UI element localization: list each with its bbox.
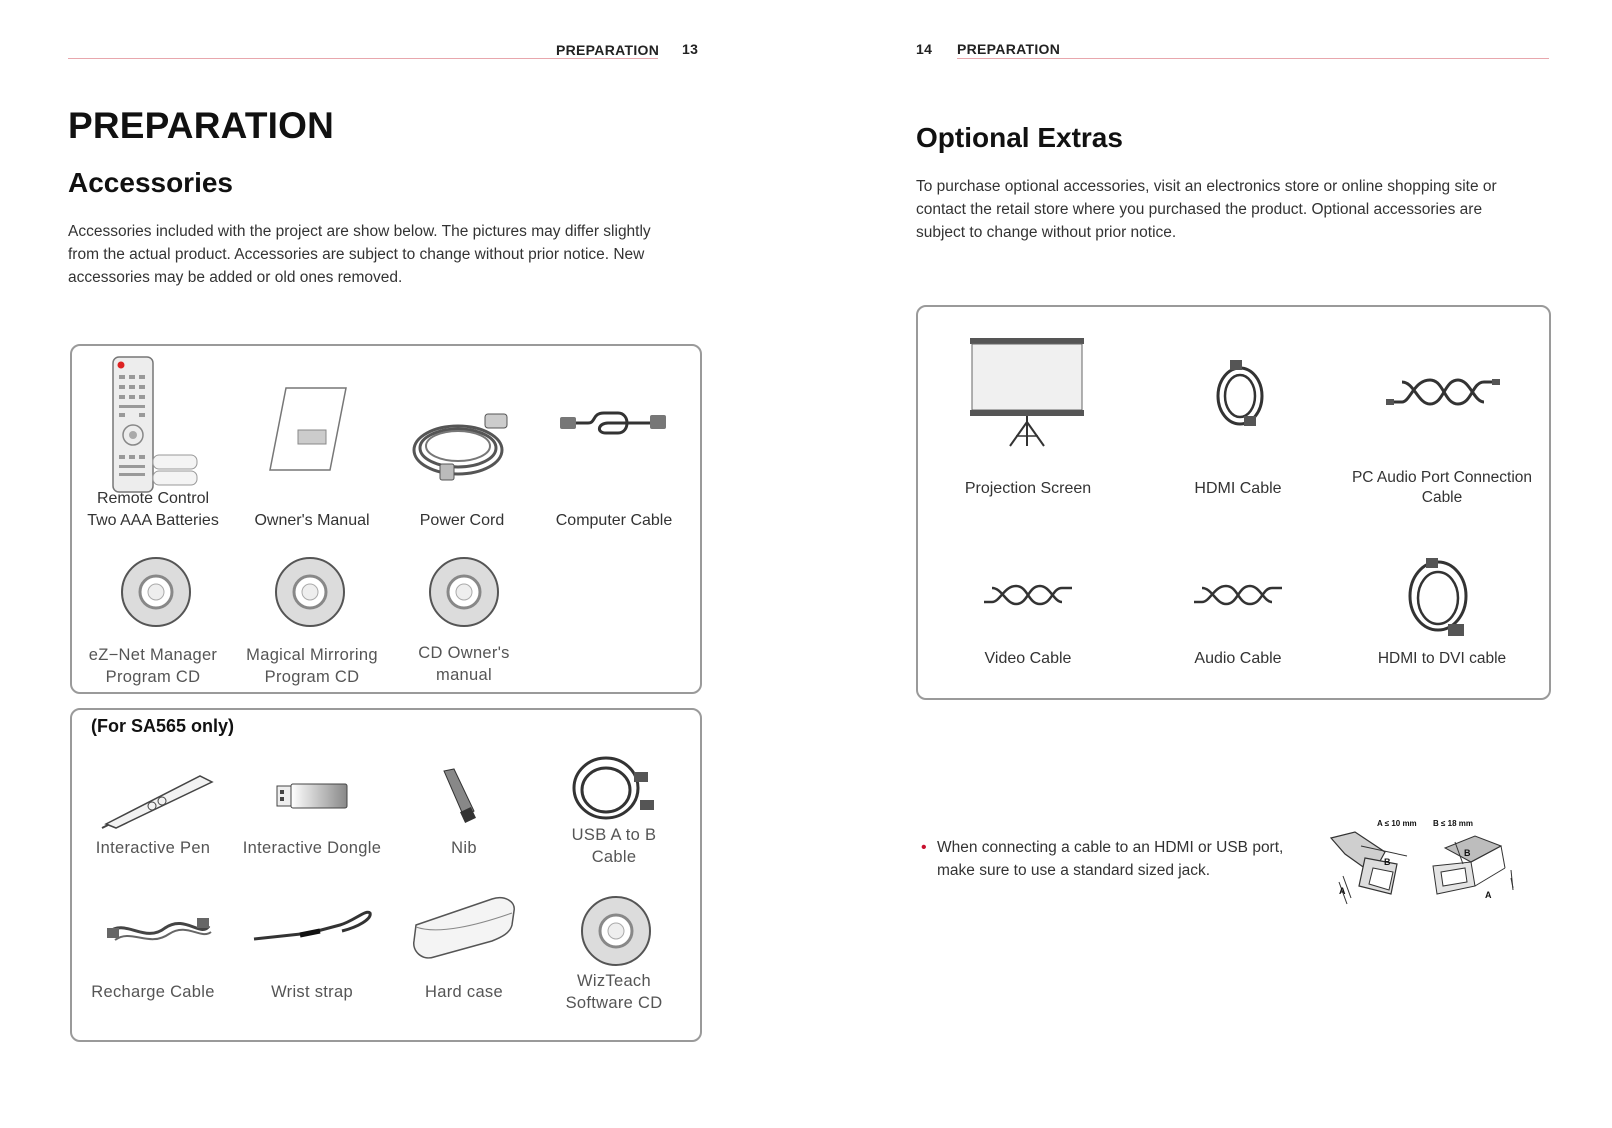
dimension-b-label: B ≤ 18 mm (1433, 819, 1473, 828)
cd-icon (428, 556, 500, 628)
usb-cable-icon (568, 752, 668, 824)
label-line: Recharge Cable (91, 983, 215, 1001)
extra-label (1150, 478, 1326, 500)
label-line: USB A to B (571, 826, 657, 844)
projection-screen-icon (968, 336, 1086, 448)
running-header-section: PREPARATION (957, 41, 1061, 57)
accessory-label (232, 981, 392, 1003)
power-cord-icon (410, 410, 515, 485)
page-number: 13 (682, 41, 699, 57)
accessory-label (73, 981, 233, 1003)
page-number: 14 (916, 41, 933, 57)
label-line: Projection Screen (964, 480, 1092, 497)
page-title: PREPARATION (68, 105, 335, 146)
label-line: Power Cord (419, 512, 505, 529)
hdmi-dvi-cable-icon (1404, 556, 1474, 640)
cd-icon (274, 556, 346, 628)
intro-line: from the actual product. Accessories are subject to change without prior notice. New (68, 246, 645, 263)
accessory-label (534, 824, 694, 868)
wrist-strap-icon (250, 905, 375, 945)
accessory-label (73, 837, 233, 859)
connector-diagram (1325, 828, 1525, 912)
intro-line: contact the retail store where you purchased the product. Optional accessories are (916, 201, 1483, 218)
hdmi-cable-icon (1208, 358, 1272, 428)
accessory-label (73, 488, 233, 532)
extra-label (1150, 648, 1326, 670)
label-line: Interactive Pen (95, 839, 211, 857)
accessory-label (384, 642, 544, 686)
label-line: Program CD (264, 668, 360, 686)
label-line: Audio Cable (1194, 650, 1282, 667)
accessory-label (382, 510, 542, 532)
header-rule (957, 58, 1549, 59)
label-line: Cable (591, 848, 637, 866)
dimension-letter-b: B (1464, 848, 1471, 858)
sa565-heading: (For SA565 only) (91, 716, 235, 736)
cd-icon (120, 556, 192, 628)
section-title: Accessories (68, 167, 234, 198)
accessory-label (534, 970, 694, 1014)
label-line: Computer Cable (555, 512, 673, 529)
label-line: Hard case (425, 983, 503, 1001)
dimension-letter-a: A (1485, 890, 1492, 900)
label-line: CD Owner's (418, 644, 510, 662)
dongle-icon (275, 782, 350, 812)
dimension-letter-b: B (1384, 857, 1391, 867)
label-line: manual (436, 666, 492, 684)
label-line: Interactive Dongle (242, 839, 382, 857)
accessory-label (384, 981, 544, 1003)
recharge-cable-icon (105, 910, 215, 950)
label-line: Software CD (565, 994, 663, 1012)
hard-case-icon (408, 895, 520, 965)
page-title: Optional Extras (916, 122, 1123, 153)
intro-paragraph (916, 175, 1556, 244)
computer-cable-icon (558, 405, 678, 445)
extra-label (944, 648, 1112, 670)
accessory-label (232, 837, 392, 859)
label-line: Wrist strap (271, 983, 353, 1001)
label-line: Owner's Manual (254, 512, 370, 529)
label-line: Video Cable (984, 650, 1072, 667)
label-line: Two AAA Batteries (87, 512, 219, 529)
intro-paragraph (68, 220, 708, 289)
note-line: make sure to use a standard sized jack. (937, 862, 1211, 879)
label-line: HDMI to DVI cable (1377, 650, 1507, 667)
dimension-letter-a: A (1339, 886, 1346, 896)
accessory-label (232, 644, 392, 688)
hdmi-usb-note (937, 836, 1317, 882)
extra-label (1339, 468, 1545, 508)
label-line: WizTeach (577, 972, 651, 990)
accessory-label (534, 510, 694, 532)
interactive-pen-icon (100, 770, 220, 830)
nib-icon (440, 767, 480, 827)
extra-label (944, 478, 1112, 500)
dimension-a-label: A ≤ 10 mm (1377, 819, 1417, 828)
label-line: Cable (1421, 489, 1463, 506)
label-line: eZ−Net Manager (88, 646, 218, 664)
remote-control-icon (105, 355, 215, 495)
extra-label (1339, 648, 1545, 670)
label-line: PC Audio Port Connection (1351, 469, 1533, 486)
accessory-label (384, 837, 544, 859)
manual-icon (268, 385, 348, 475)
label-line: Program CD (105, 668, 201, 686)
intro-line: To purchase optional accessories, visit an electronics store or online shopping site or (916, 178, 1497, 195)
cd-icon (580, 895, 652, 967)
header-rule (68, 58, 658, 59)
accessory-label (73, 644, 233, 688)
intro-line: Accessories included with the project are show below. The pictures may differ slightly (68, 223, 651, 240)
running-header-section: PREPARATION (556, 42, 660, 58)
audio-cable-icon (1188, 580, 1288, 610)
intro-line: accessories may be added or old ones removed. (68, 269, 403, 286)
note-line: When connecting a cable to an HDMI or USB port, (937, 839, 1284, 856)
label-line: Nib (451, 839, 477, 857)
label-line: HDMI Cable (1194, 480, 1282, 497)
accessory-label (232, 510, 392, 532)
label-line: Remote Control (96, 490, 210, 507)
note-bullet: • (921, 839, 927, 856)
video-cable-icon (978, 580, 1078, 610)
intro-line: subject to change without prior notice. (916, 224, 1177, 241)
label-line: Magical Mirroring (246, 646, 378, 664)
pc-audio-cable-icon (1384, 374, 1502, 410)
